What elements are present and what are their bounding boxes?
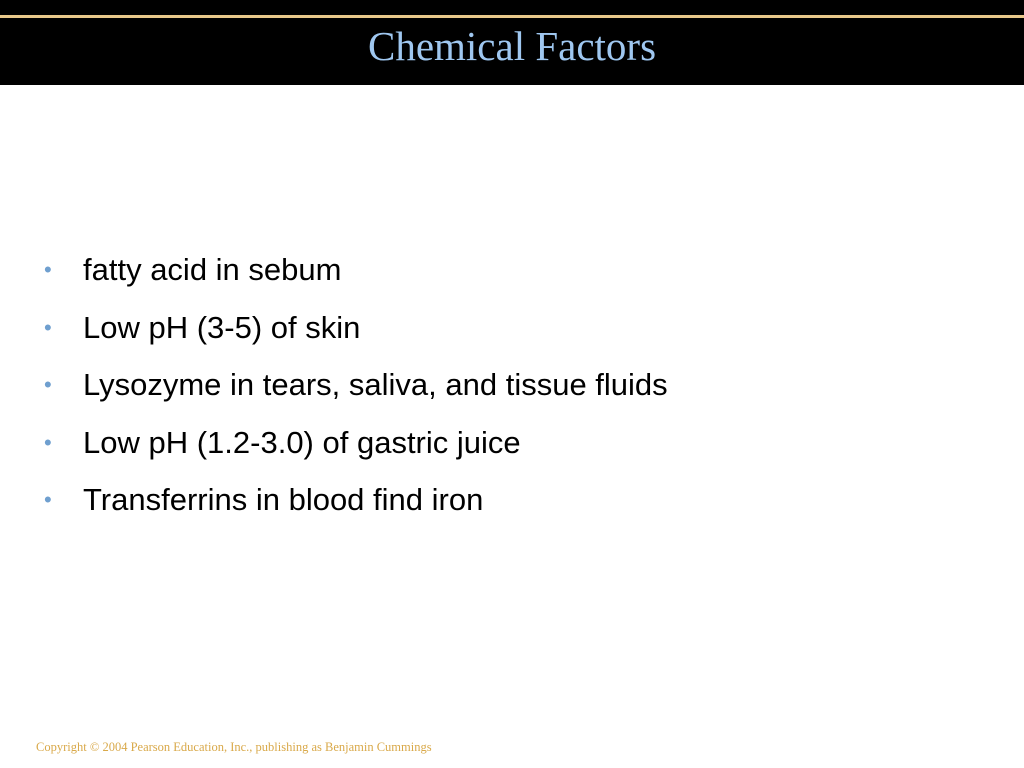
bullet-text: Low pH (1.2-3.0) of gastric juice	[83, 424, 521, 460]
bullet-text: fatty acid in sebum	[83, 252, 342, 287]
bullet-item	[44, 363, 984, 421]
bullet-text: Lysozyme in tears, saliva, and tissue fluids	[83, 367, 668, 402]
title-bar	[0, 0, 1024, 85]
bullet-icon: •	[44, 314, 52, 340]
bullet-list	[44, 248, 984, 536]
bullet-icon: •	[44, 372, 52, 397]
bullet-icon: •	[44, 429, 52, 455]
bullet-item	[44, 478, 984, 536]
copyright-footer: Copyright © 2004 Pearson Education, Inc., publishing as Benjamin Cummings	[36, 740, 432, 754]
bullet-text: Low pH (3-5) of skin	[83, 309, 361, 345]
slide-title: Chemical Factors	[367, 23, 657, 69]
bullet-item	[44, 306, 984, 364]
title-bar-rule	[0, 15, 1024, 18]
bullet-item	[44, 248, 984, 306]
bullet-icon: •	[44, 257, 52, 282]
bullet-text: Transferrins in blood find iron	[83, 482, 484, 517]
bullet-item	[44, 421, 984, 479]
bullet-icon: •	[44, 487, 52, 512]
